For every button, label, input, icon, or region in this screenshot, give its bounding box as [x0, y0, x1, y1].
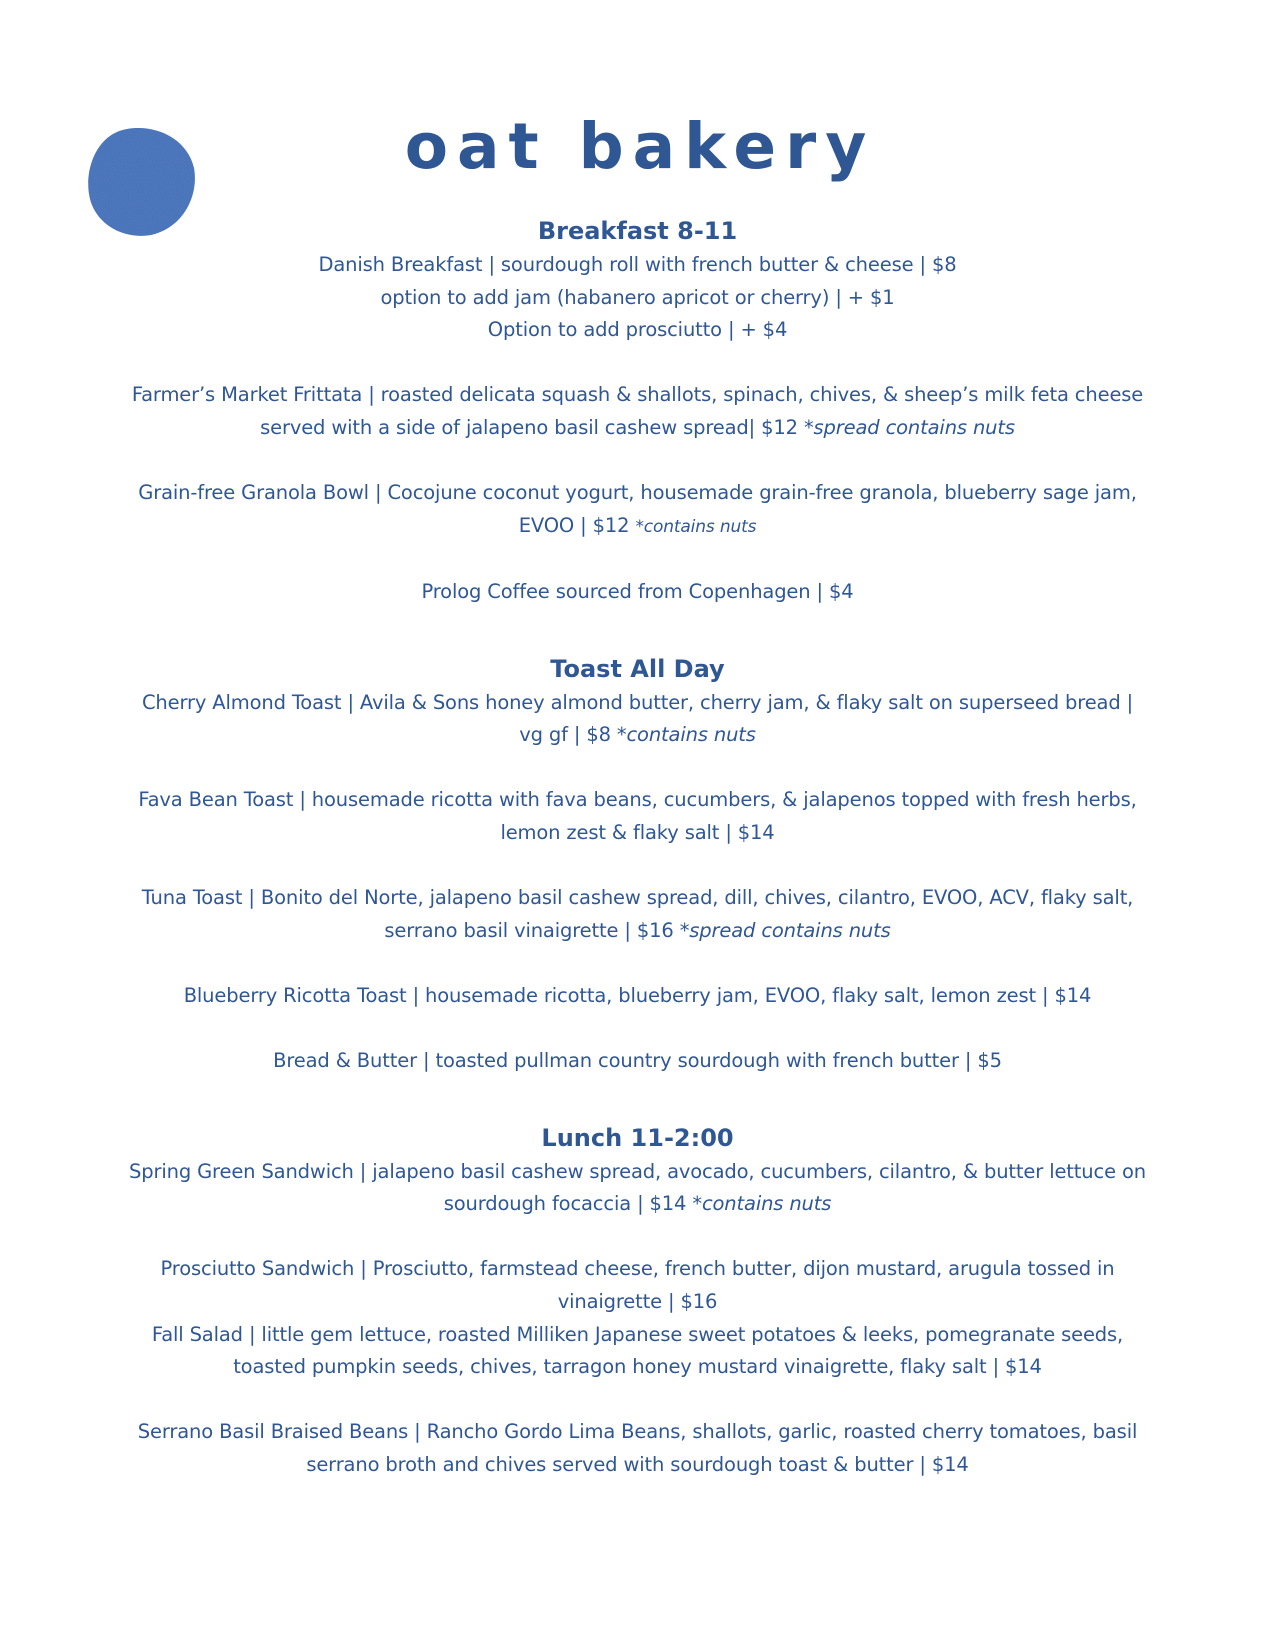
menu-item-text: served with a side of jalapeno basil cashew spread| $12: [260, 415, 804, 439]
menu-item-line: [0, 1156, 1275, 1189]
allergen-note: *contains nuts: [635, 516, 757, 537]
menu-item-line: [0, 719, 1275, 752]
menu-item-line: [0, 1188, 1275, 1221]
menu-item-text: serrano broth and chives served with sourdough toast & butter | $14: [306, 1453, 969, 1476]
allergen-note: *spread contains nuts: [803, 415, 1015, 439]
menu-item-line: [0, 510, 1275, 544]
menu-item-text: Farmer’s Market Frittata | roasted delicata squash & shallots, spinach, chives, & sheep’s milk feta cheese: [131, 383, 1144, 407]
menu-item-text: Prosciutto Sandwich | Prosciutto, farmstead cheese, french butter, dijon mustard, arugula tossed in: [160, 1257, 1115, 1281]
section-title: Breakfast 8-11: [537, 217, 738, 245]
menu-item: [0, 379, 1275, 444]
menu-item-line: [0, 980, 1275, 1013]
section-title: Toast All Day: [550, 654, 725, 683]
brand-title: oat bakery: [404, 110, 876, 183]
section-gap: [0, 1078, 1275, 1120]
menu-item: [0, 687, 1275, 752]
menu-item: [0, 1156, 1275, 1221]
menu-item-text: EVOO | $12: [518, 513, 636, 537]
item-gap: [0, 752, 1275, 785]
menu-item-line: [0, 314, 1275, 347]
menu-section: [0, 651, 1275, 1078]
menu-item-text: toasted pumpkin seeds, chives, tarragon honey mustard vinaigrette, flaky salt | $14: [233, 1355, 1042, 1379]
allergen-note: *spread contains nuts: [679, 918, 891, 942]
menu-item-text: Serrano Basil Braised Beans | Rancho Gordo Lima Beans, shallots, garlic, roasted cherry tomatoes, basil: [137, 1420, 1138, 1444]
menu-item-line: [0, 1351, 1275, 1384]
menu-item-text: Blueberry Ricotta Toast | housemade ricotta, blueberry jam, EVOO, flaky salt, lemon zest | $14: [183, 983, 1092, 1007]
menu-item: [0, 1253, 1275, 1383]
allergen-note: *contains nuts: [692, 1192, 832, 1216]
item-gap: [0, 947, 1275, 980]
menu-item-text: Prolog Coffee sourced from Copenhagen | $4: [421, 579, 854, 603]
menu-item-text: Fall Salad | little gem lettuce, roasted Milliken Japanese sweet potatoes & leeks, pomegranate seeds,: [151, 1322, 1124, 1346]
item-gap: [0, 1384, 1275, 1417]
menu-item-text: serrano basil vinaigrette | $16: [384, 918, 680, 942]
item-gap: [0, 1012, 1275, 1045]
menu-item-text: Spring Green Sandwich | jalapeno basil cashew spread, avocado, cucumbers, cilantro, & butter lettuce on: [129, 1159, 1146, 1183]
menu-item-line: [0, 1045, 1275, 1078]
menu-item: [0, 784, 1275, 849]
menu-item-text: Bread & Butter | toasted pullman country sourdough with french butter | $5: [273, 1049, 1002, 1073]
menu-item-line: [0, 282, 1275, 315]
item-gap: [0, 347, 1275, 380]
menu-item: [0, 249, 1275, 347]
menu-item-text: vg gf | $8: [519, 723, 617, 747]
menu-item-line: [0, 1416, 1275, 1449]
section-title: Lunch 11-2:00: [541, 1123, 734, 1152]
menu-item-line: [0, 1253, 1275, 1286]
menu-item: [0, 1416, 1275, 1481]
menu-item: [0, 477, 1275, 543]
menu: [0, 213, 1275, 1482]
menu-item-text: Fava Bean Toast | housemade ricotta with fava beans, cucumbers, & jalapenos topped with fresh herbs,: [138, 788, 1137, 812]
menu-item: [0, 980, 1275, 1013]
menu-item: [0, 882, 1275, 947]
item-gap: [0, 850, 1275, 883]
menu-item-line: [0, 249, 1275, 282]
menu-section: [0, 213, 1275, 609]
menu-item-line: [0, 379, 1275, 412]
menu-item-text: sourdough focaccia | $14: [443, 1192, 693, 1216]
menu-section: [0, 1120, 1275, 1482]
item-gap: [0, 543, 1275, 576]
menu-item-line: [0, 882, 1275, 915]
menu-item-line: [0, 784, 1275, 817]
menu-item-line: [0, 817, 1275, 850]
section-gap: [0, 609, 1275, 651]
menu-item-line: [0, 477, 1275, 510]
menu-item-line: [0, 687, 1275, 720]
menu-item-text: Cherry Almond Toast | Avila & Sons honey almond butter, cherry jam, & flaky salt on superseed bread |: [141, 690, 1134, 714]
allergen-note: *contains nuts: [616, 723, 756, 747]
menu-item-text: Option to add prosciutto | + $4: [487, 318, 788, 342]
menu-item-text: Grain-free Granola Bowl | Cocojune coconut yogurt, housemade grain-free granola, blueberry sage jam,: [138, 481, 1137, 505]
menu-item-text: vinaigrette | $16: [557, 1290, 718, 1314]
menu-item-line: [0, 1286, 1275, 1319]
menu-item: [0, 1045, 1275, 1078]
item-gap: [0, 445, 1275, 478]
menu-item: [0, 576, 1275, 609]
menu-item-text: Tuna Toast | Bonito del Norte, jalapeno basil cashew spread, dill, chives, cilantro, EVOO, ACV, flaky salt,: [141, 886, 1134, 910]
item-gap: [0, 1221, 1275, 1254]
menu-item-line: [0, 412, 1275, 445]
menu-item-text: lemon zest & flaky salt | $14: [500, 820, 775, 844]
menu-item-line: [0, 1319, 1275, 1352]
menu-item-line: [0, 915, 1275, 948]
menu-item-line: [0, 576, 1275, 609]
menu-item-line: [0, 1449, 1275, 1482]
menu-item-text: option to add jam (habanero apricot or cherry) | + $1: [380, 285, 895, 309]
menu-item-text: Danish Breakfast | sourdough roll with french butter & cheese | $8: [318, 253, 957, 276]
